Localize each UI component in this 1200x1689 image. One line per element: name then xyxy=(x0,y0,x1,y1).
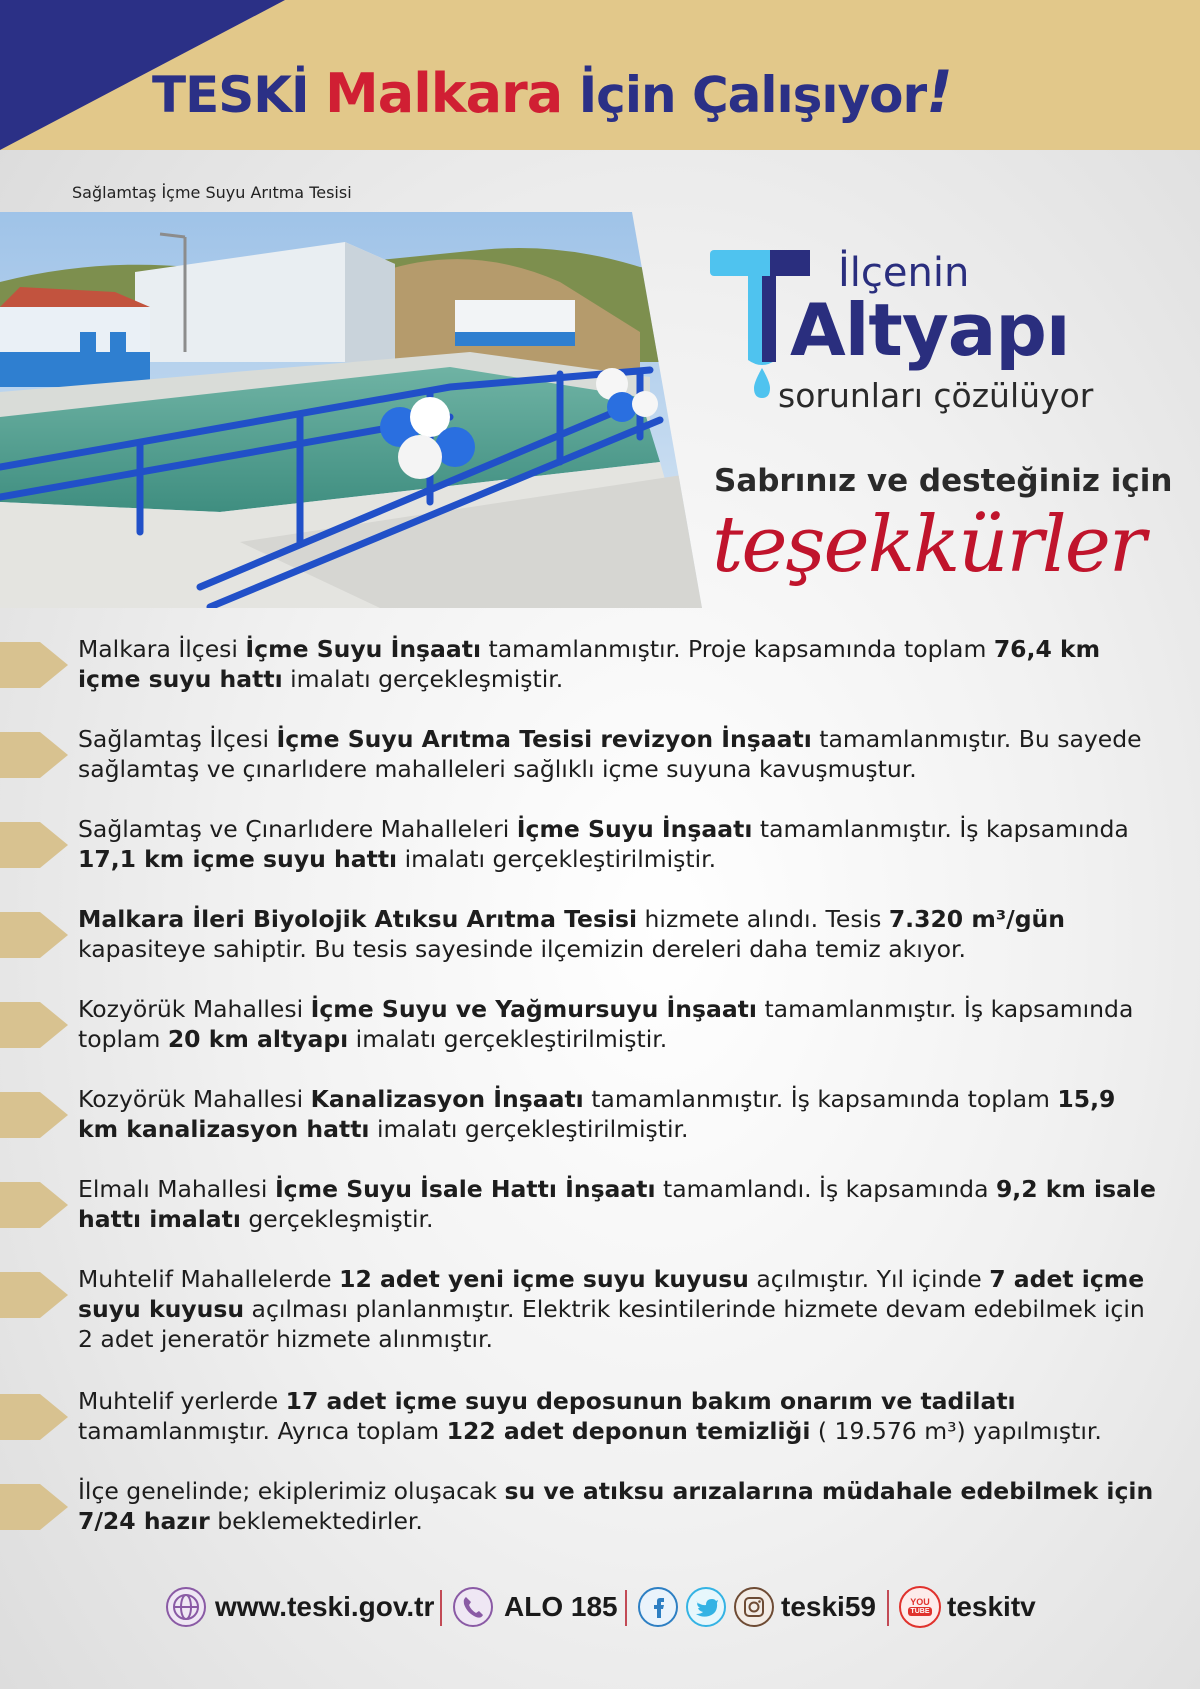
text-run: hizmete alındı. Tesis xyxy=(637,905,889,933)
bold-text-run: İçme Suyu İnşaatı xyxy=(245,635,482,663)
footer-divider xyxy=(625,1590,627,1626)
text-run: İlçe genelinde; ekiplerimiz oluşacak xyxy=(78,1477,505,1505)
text-run: Elmalı Mahallesi xyxy=(78,1175,275,1203)
arrow-bullet-icon xyxy=(0,1002,68,1048)
text-run: imalatı gerçekleştirilmiştir. xyxy=(397,845,717,873)
website-link[interactable] xyxy=(165,1582,434,1632)
bold-text-run: İçme Suyu İnşaatı xyxy=(516,815,753,843)
youtube-badge-bottom: TUBE xyxy=(910,1608,930,1615)
logo-sorunlari: sorunları çözülüyor xyxy=(778,376,1094,415)
bold-text-run: 20 km altyapı xyxy=(167,1025,349,1053)
footer-divider xyxy=(887,1590,889,1626)
thanks-heading: Sabrınız ve desteğiniz için xyxy=(714,463,1173,499)
text-run: ( 19.576 m³) yapılmıştır. xyxy=(810,1417,1102,1445)
text-run: imalatı gerçekleştirilmiştir. xyxy=(348,1025,668,1053)
bold-text-run: Malkara İleri Biyolojik Atıksu Arıtma Tesisi xyxy=(78,905,638,933)
text-run: Kozyörük Mahallesi xyxy=(78,1085,311,1113)
title-malkara: Malkara xyxy=(325,62,563,125)
youtube-badge-top: YOU xyxy=(910,1597,930,1607)
list-item-text xyxy=(78,904,1158,964)
text-run: beklemektedirler. xyxy=(209,1507,423,1535)
youtube-icon xyxy=(899,1586,941,1628)
text-run: tamamlanmıştır. İş kapsamında toplam xyxy=(583,1085,1058,1113)
list-item-text xyxy=(78,1386,1158,1446)
arrow-bullet-icon xyxy=(0,1394,68,1440)
list-item-text xyxy=(78,1264,1158,1354)
instagram-icon[interactable] xyxy=(733,1586,775,1628)
phone-text: ALO 185 xyxy=(504,1591,618,1622)
social-links xyxy=(637,1582,876,1632)
bold-text-run: İçme Suyu Arıtma Tesisi revizyon İnşaatı xyxy=(276,725,812,753)
contact-footer xyxy=(165,1582,1065,1632)
text-run: imalatı gerçekleştirilmiştir. xyxy=(369,1115,689,1143)
text-run: kapasiteye sahiptir. Bu tesis sayesinde ilçemizin dereleri daha temiz akıyor. xyxy=(78,935,967,963)
text-run: tamamlanmıştır. İş kapsamında xyxy=(752,815,1129,843)
footer-divider xyxy=(440,1590,442,1626)
title-exclamation: ! xyxy=(926,58,952,126)
list-item-text xyxy=(78,1476,1158,1536)
social-handle: teski59 xyxy=(781,1591,876,1622)
text-run: tamamlanmıştır. Bu sayede sağlamtaş ve çınarlıdere mahalleleri sağlıklı içme suyuna kavuşmuştur. xyxy=(78,725,1142,783)
facebook-icon[interactable] xyxy=(637,1586,679,1628)
phone-icon xyxy=(452,1586,494,1628)
bold-text-run: su ve atıksu arızalarına müdahale edebilmek için 7/24 hazır xyxy=(78,1477,1154,1535)
title-teski: TESKİ xyxy=(152,66,309,124)
text-run: tamamlanmıştır. İş kapsamında toplam xyxy=(78,995,1134,1053)
bold-text-run: 12 adet yeni içme suyu kuyusu xyxy=(339,1265,749,1293)
logo-ilcenin: İlçenin xyxy=(838,250,970,296)
bold-text-run: 9,2 km isale hattı imalatı xyxy=(78,1175,1156,1233)
arrow-bullet-icon xyxy=(0,732,68,778)
arrow-bullet-icon xyxy=(0,1272,68,1318)
bold-text-run: 15,9 km kanalizasyon hattı xyxy=(78,1085,1116,1143)
arrow-bullet-icon xyxy=(0,912,68,958)
text-run: tamamlanmıştır. Ayrıca toplam xyxy=(78,1417,447,1445)
bold-text-run: 7 adet içme suyu kuyusu xyxy=(78,1265,1145,1323)
text-run: Muhtelif yerlerde xyxy=(78,1387,286,1415)
youtube-link[interactable] xyxy=(899,1582,1036,1632)
bold-text-run: 122 adet deponun temizliği xyxy=(446,1417,811,1445)
logo-altyapi: Altyapı xyxy=(790,288,1070,372)
text-run: Kozyörük Mahallesi xyxy=(78,995,311,1023)
photo-caption: Sağlamtaş İçme Suyu Arıtma Tesisi xyxy=(72,183,352,202)
text-run: tamamlanmıştır. Proje kapsamında toplam xyxy=(481,635,994,663)
arrow-bullet-icon xyxy=(0,822,68,868)
twitter-icon[interactable] xyxy=(685,1586,727,1628)
text-run: gerçekleşmiştir. xyxy=(240,1205,434,1233)
altyapi-logo xyxy=(706,240,1166,430)
bold-text-run: 76,4 km içme suyu hattı xyxy=(78,635,1101,693)
list-item-text xyxy=(78,1174,1158,1234)
text-run: imalatı gerçekleşmiştir. xyxy=(282,665,564,693)
text-run: tamamlandı. İş kapsamında xyxy=(655,1175,996,1203)
list-item-text xyxy=(78,634,1158,694)
arrow-bullet-icon xyxy=(0,1092,68,1138)
bold-text-run: İçme Suyu İsale Hattı İnşaatı xyxy=(274,1175,656,1203)
bold-text-run: 17,1 km içme suyu hattı xyxy=(78,845,398,873)
arrow-bullet-icon xyxy=(0,1182,68,1228)
text-run: açılması planlanmıştır. Elektrik kesintilerinde hizmete devam edebilmek için 2 adet jeneratör hizmete alınmıştır. xyxy=(78,1295,1145,1353)
youtube-handle: teskitv xyxy=(947,1591,1036,1622)
website-text: www.teski.gov.tr xyxy=(215,1591,435,1622)
thanks-script: teşekkürler xyxy=(712,500,1145,590)
title-icin-calisiyor: İçin Çalışıyor xyxy=(578,66,927,124)
bold-text-run: 7.320 m³/gün xyxy=(888,905,1065,933)
list-item-text xyxy=(78,814,1158,874)
arrow-bullet-icon xyxy=(0,642,68,688)
text-run: Malkara İlçesi xyxy=(78,635,246,663)
page-title xyxy=(152,58,952,126)
list-item-text xyxy=(78,994,1158,1054)
phone-link[interactable] xyxy=(452,1582,618,1632)
text-run: Sağlamtaş ve Çınarlıdere Mahalleleri xyxy=(78,815,517,843)
text-run: Sağlamtaş İlçesi xyxy=(78,725,277,753)
list-item-text xyxy=(78,724,1158,784)
arrow-bullet-icon xyxy=(0,1484,68,1530)
bold-text-run: 17 adet içme suyu deposunun bakım onarım ve tadilatı xyxy=(285,1387,1016,1415)
facility-photo xyxy=(0,212,702,608)
bold-text-run: Kanalizasyon İnşaatı xyxy=(310,1085,584,1113)
bold-text-run: İçme Suyu ve Yağmursuyu İnşaatı xyxy=(310,995,757,1023)
globe-icon xyxy=(165,1586,207,1628)
text-run: açılmıştır. Yıl içinde xyxy=(748,1265,990,1293)
list-item-text xyxy=(78,1084,1158,1144)
text-run: Muhtelif Mahallelerde xyxy=(78,1265,340,1293)
header-band xyxy=(0,0,1200,150)
